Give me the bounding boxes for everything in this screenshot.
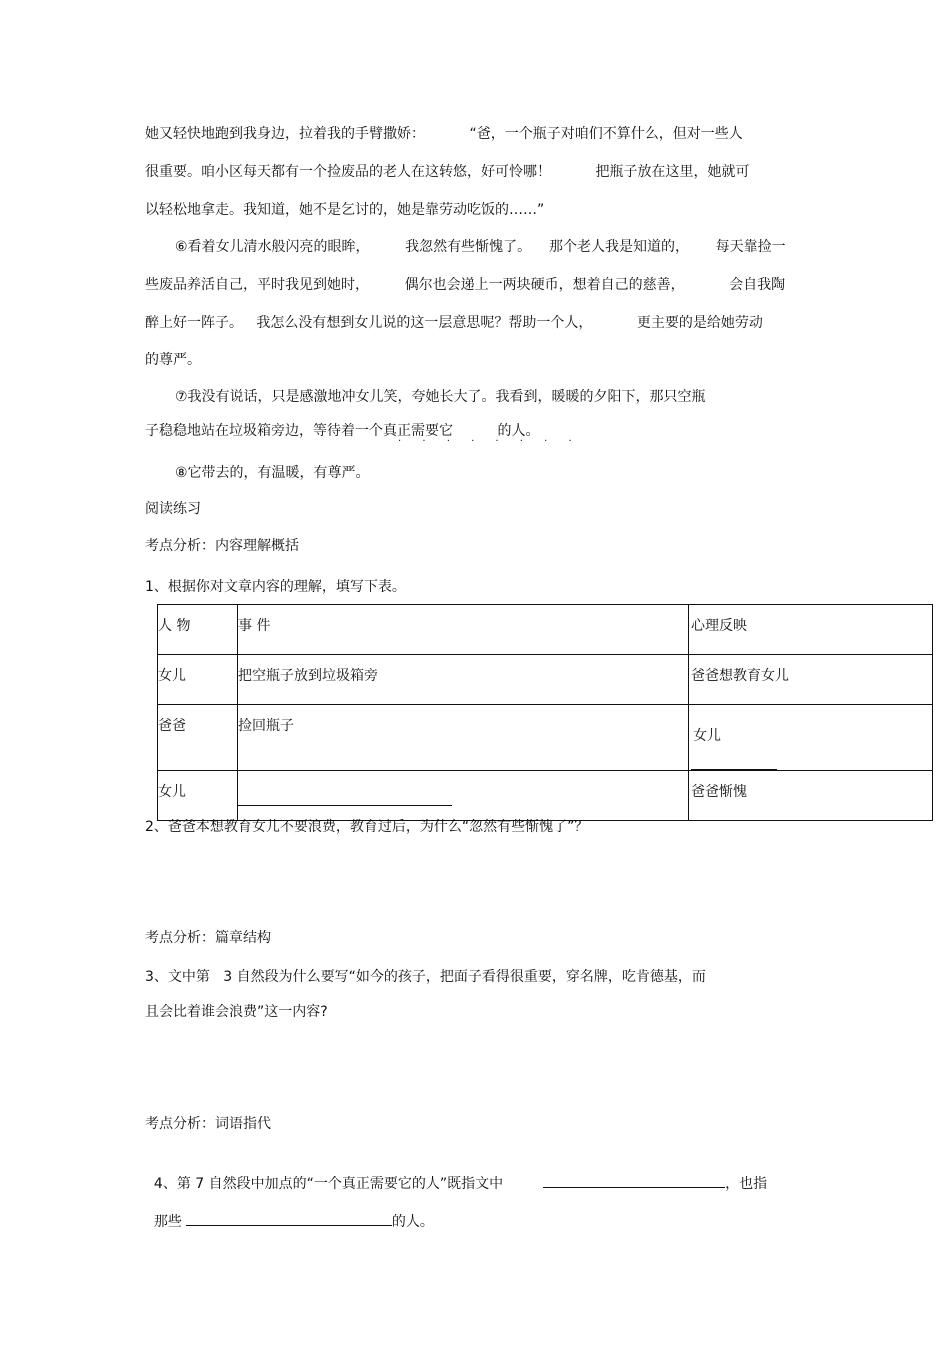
table-cell: 爸爸想教育女儿 [691,668,789,684]
passage-line: 醉上好一阵子。 我怎么没有想到女儿说的这一层意思呢？帮助一个人， 更主要的是给她劳动 [145,315,763,331]
question-4-text: ，也指 [725,1176,768,1192]
question-4-text: 的人。 [391,1214,434,1230]
table-cell: 人 物 [158,618,191,634]
table-cell: 爸爸惭愧 [691,784,747,800]
answer-blank[interactable] [543,1173,725,1188]
question-1: 1、根据你对文章内容的理解，填写下表。 [145,579,406,595]
table-cell: 爸爸 [158,718,186,734]
answer-blank[interactable] [238,781,452,806]
topic-label: 考点分析：篇章结构 [145,930,271,946]
section-title: 阅读练习 [145,501,201,517]
answer-blank[interactable] [186,1211,392,1226]
passage-line: 些废品养活自己，平时我见到她时， 偶尔也会递上一两块硬币，想着自己的慈善， 会自我陶 [145,277,786,293]
question-2: 2、爸爸本想教育女儿不要浪费，教育过后，为什么“忽然有些惭愧了”？ [145,819,589,835]
topic-label: 考点分析：内容理解概括 [145,538,299,554]
answer-blank[interactable] [691,745,777,770]
table-row [158,705,933,771]
passage-line: 很重要。咱小区每天都有一个捡废品的老人在这转悠，好可怜哪！ 把瓶子放在这里，她就可 [145,164,750,180]
question-3: 且会比着谁会浪费”这一内容? [145,1004,328,1020]
passage-line: 的尊严。 [145,352,201,368]
topic-label: 考点分析：词语指代 [145,1116,271,1132]
passage-line: ⑧它带去的，有温暖，有尊严。 [175,465,370,481]
table-row [158,605,933,655]
emphasis-dots: · · · · · · · · [398,436,581,447]
table-cell: 捡回瓶子 [238,718,294,734]
passage-line: ⑥看着女儿清水般闪亮的眼眸， 我忽然有些惭愧了。 那个老人我是知道的， 每天靠捡一 [175,239,786,255]
question-4-line-2 [145,1191,434,1232]
answer-table [157,604,933,821]
table-cell: 心理反映 [691,618,747,634]
table-cell: 女儿 [693,728,721,744]
table-cell: 女儿 [158,668,186,684]
question-3: 3、文中第 3 自然段为什么要写“如今的孩子，把面子看得很重要，穿名牌，吃肯德基，而 [145,969,706,985]
table-row [158,655,933,705]
table-cell: 把空瓶子放到垃圾箱旁 [238,668,378,684]
table-row [158,771,933,821]
passage-line: 以轻松地拿走。我知道，她不是乞讨的，她是靠劳动吃饭的……” [145,202,545,218]
passage-line: 子稳稳地站在垃圾箱旁边，等待着一个真正需要它 的人。 [145,423,540,439]
table-cell: 女儿 [158,784,186,800]
question-4-text: 4、第 7 自然段中加点的“一个真正需要它的人”既指文中 [153,1176,504,1192]
question-4-line-1 [145,1153,767,1194]
passage-line: ⑦我没有说话，只是感激地冲女儿笑，夸她长大了。我看到，暖暖的夕阳下，那只空瓶 [175,389,706,405]
table-cell: 事 件 [238,618,271,634]
question-4-text: 那些 [153,1214,182,1230]
passage-line: 她又轻快地跑到我身边，拉着我的手臂撒娇： “爸，一个瓶子对咱们不算什么，但对一些人 [145,126,743,142]
